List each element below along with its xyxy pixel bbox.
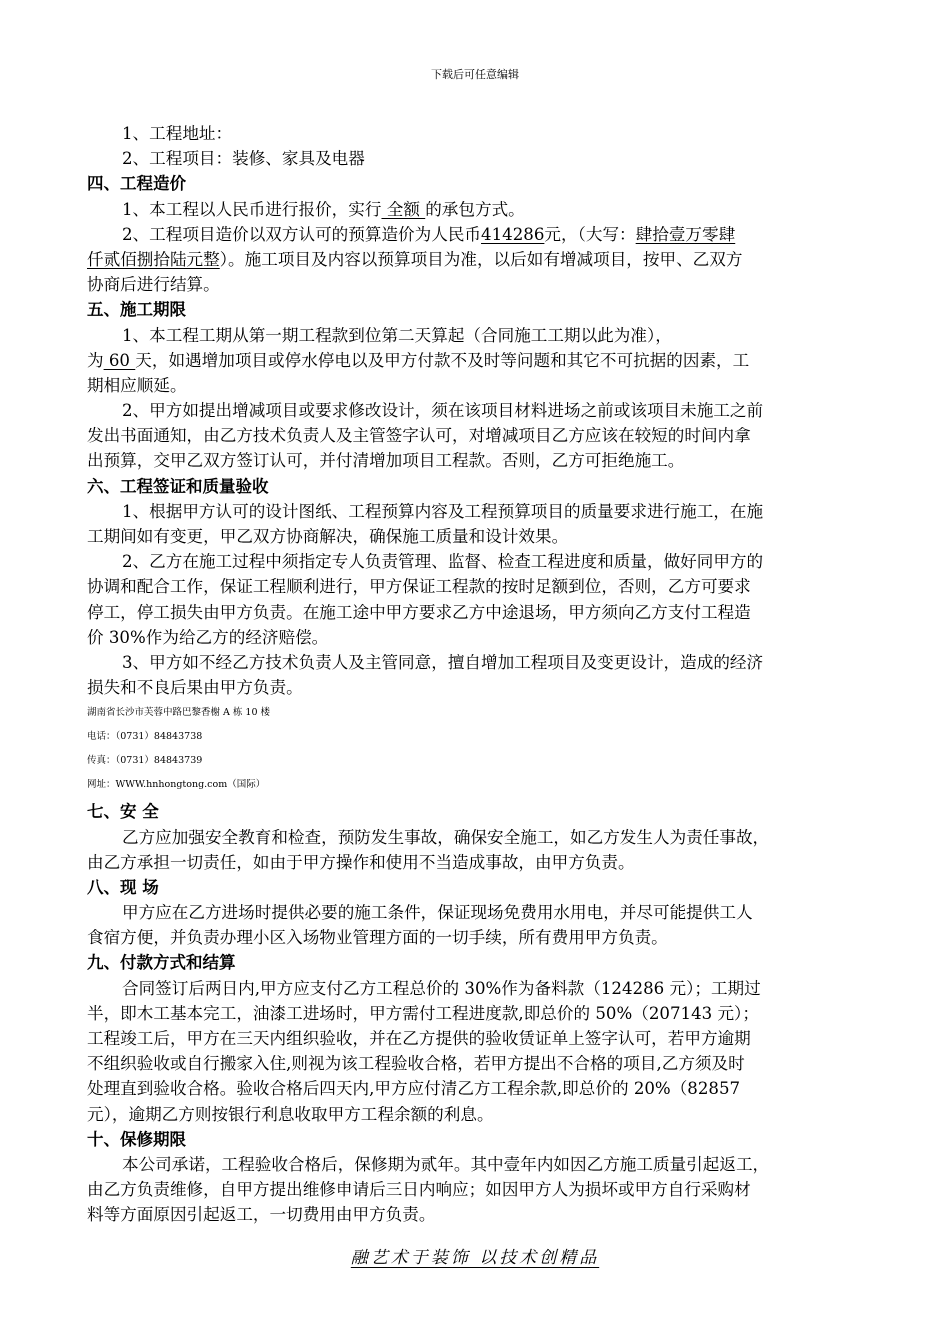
company-fax: 传真：（0731）84843739 <box>87 755 203 767</box>
underlined-value: 肆拾壹万零肆 <box>635 224 736 244</box>
paragraph-line: 1、根据甲方认可的设计图纸、工程预算内容及工程预算项目的质量要求进行施工，在施 <box>122 501 764 521</box>
text-segment: 1、本工程以人民币进行报价，实行 <box>122 199 382 219</box>
paragraph-line: 工期间如有变更，甲乙双方协商解决，确保施工质量和设计效果。 <box>87 527 569 546</box>
paragraph-line: 由乙方承担一切责任，如由于甲方操作和使用不当造成事故，由甲方负责。 <box>87 852 635 872</box>
company-phone: 电话：（0731）84843738 <box>87 731 203 743</box>
paragraph-line: 出预算，交甲乙双方签订认可，并付清增加项目工程款。否则，乙方可拒绝施工。 <box>87 451 685 471</box>
paragraph-line: 半，即木工基本完工，油漆工进场时，甲方需付工程进度款,即总价的 50%（207143 元）； <box>87 1003 759 1023</box>
text-segment: 2、工程项目造价以双方认可的预算造价为人民币 <box>122 224 482 244</box>
section-heading: 七、安 全 <box>87 802 159 822</box>
section-heading: 十、保修期限 <box>87 1129 186 1149</box>
text-segment: 为 <box>87 350 104 370</box>
paragraph-line: 甲方应在乙方进场时提供必要的施工条件，保证现场免费用水用电，并尽可能提供工人 <box>122 903 753 923</box>
paragraph-line: 不组织验收或自行搬家入住,则视为该工程验收合格，若甲方提出不合格的项目,乙方须及时 <box>87 1054 745 1074</box>
paragraph-line <box>87 197 863 222</box>
section-heading: 六、工程签证和质量验收 <box>87 476 269 496</box>
underlined-value: 全额 <box>381 199 426 219</box>
section-heading: 五、施工期限 <box>87 300 186 320</box>
paragraph-line: 3、甲方如不经乙方技术负责人及主管同意，擅自增加工程项目及变更设计，造成的经济 <box>122 652 764 672</box>
paragraph-line: 食宿方便，并负责办理小区入场物业管理方面的一切手续，所有费用甲方负责。 <box>87 928 668 948</box>
paragraph-line: 合同签订后两日内,甲方应支付乙方工程总价的 30%作为备料款（124286 元）；工期过 <box>122 978 761 998</box>
section-heading: 四、工程造价 <box>87 174 186 194</box>
paragraph-line: 由乙方负责维修，自甲方提出维修申请后三日内响应；如因甲方人为损坏或甲方自行采购材 <box>87 1180 751 1200</box>
paragraph-line: 损失和不良后果由甲方负责。 <box>87 678 303 698</box>
contract-sections-4-6 <box>87 121 863 700</box>
footer-slogan: 融艺术于装饰 以技术创精品 <box>350 1248 600 1268</box>
company-address: 湖南省长沙市芙蓉中路巴黎香榭 A 栋 10 楼 <box>87 707 271 719</box>
paragraph-line: 1、本工程工期从第一期工程款到位第二天算起（合同施工工期以此为准）， <box>122 325 672 345</box>
paragraph-line <box>87 222 863 247</box>
paragraph-line: 本公司承诺，工程验收合格后，保修期为贰年。其中壹年内如因乙方施工质量引起返工， <box>122 1154 770 1174</box>
paragraph-line: 1、工程地址： <box>122 124 233 143</box>
paragraph-line: 价 30%作为给乙方的经济赔偿。 <box>87 627 329 647</box>
paragraph-line <box>87 247 863 272</box>
paragraph-line: 乙方应加强安全教育和检查，预防发生事故，确保安全施工，如乙方发生人为责任事故， <box>122 827 770 847</box>
paragraph-line: 处理直到验收合格。验收合格后四天内,甲方应付清乙方工程余款,即总价的 20%（82857 <box>87 1079 741 1099</box>
paragraph-line: 协调和配合工作，保证工程顺利进行，甲方保证工程款的按时足额到位，否则，乙方可要求 <box>87 577 751 597</box>
company-website: 网址：WWW.hnhongtong.com（国际） <box>87 779 266 791</box>
paragraph-line: 元），逾期乙方则按银行利息收取甲方工程余额的利息。 <box>87 1104 494 1124</box>
paragraph-line: 料等方面原因引起返工，一切费用由甲方负责。 <box>87 1205 436 1225</box>
paragraph-line: 发出书面通知，由乙方技术负责人及主管签字认可，对增减项目乙方应该在较短的时间内拿 <box>87 426 751 446</box>
section-heading: 九、付款方式和结算 <box>87 953 236 973</box>
underlined-value: 仟贰佰捌拾陆元整 <box>87 249 220 269</box>
underlined-value: 60 <box>103 350 136 370</box>
text-segment: 的承包方式。 <box>425 199 525 219</box>
company-contact <box>87 701 863 797</box>
paragraph-line: 工程竣工后，甲方在三天内组织验收，并在乙方提供的验收赁证单上签字认可，若甲方逾期 <box>87 1029 751 1048</box>
header-note: 下载后可任意编辑 <box>431 68 519 81</box>
contract-sections-7-10 <box>87 799 863 1227</box>
paragraph-line: 期相应顺延。 <box>87 375 187 395</box>
paragraph-line: 协商后进行结算。 <box>87 275 220 295</box>
underlined-value: 414286 <box>481 224 545 244</box>
contract-body <box>87 121 863 1228</box>
section-heading: 八、现 场 <box>87 877 159 897</box>
text-segment: 元，（大写： <box>544 224 636 244</box>
text-segment: 天，如遇增加项目或停水停电以及甲方付款不及时等问题和其它不可抗据的因素，工 <box>135 350 750 370</box>
text-segment: ）。施工项目及内容以预算项目为准，以后如有增减项目，按甲、乙双方 <box>219 249 743 269</box>
paragraph-line: 2、甲方如提出增减项目或要求修改设计，须在该项目材料进场之前或该项目未施工之前 <box>122 401 764 421</box>
paragraph-line <box>87 348 863 373</box>
paragraph-line: 停工，停工损失由甲方负责。在施工途中甲方要求乙方中途退场，甲方须向乙方支付工程造 <box>87 602 751 622</box>
paragraph-line: 2、工程项目：装修、家具及电器 <box>122 149 365 169</box>
paragraph-line: 2、乙方在施工过程中须指定专人负责管理、监督、检查工程进度和质量，做好同甲方的 <box>122 552 764 572</box>
